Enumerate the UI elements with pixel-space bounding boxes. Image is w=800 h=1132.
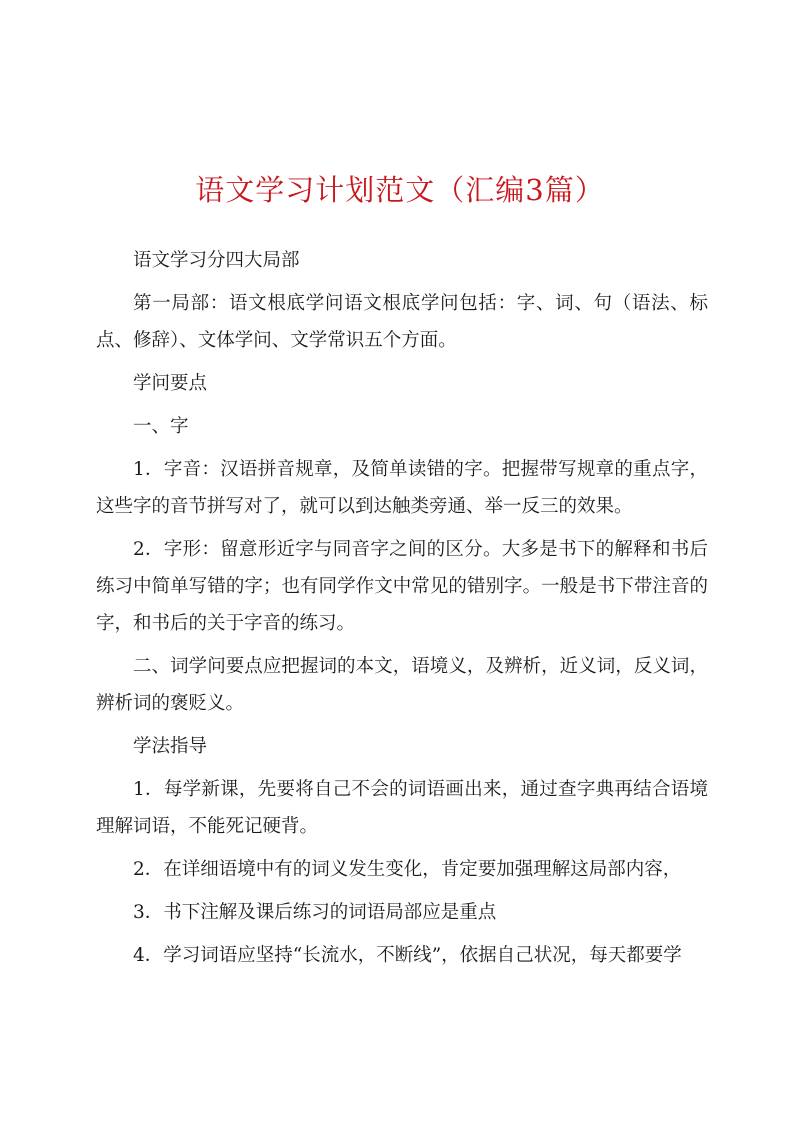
paragraph: 语文学习分四大局部 bbox=[133, 250, 300, 271]
paragraph: 4．学习词语应坚持“长流水，不断线”，依据自己状况，每天都要学 bbox=[133, 945, 682, 966]
document-title: 语文学习计划范文（汇编3篇） bbox=[195, 173, 605, 207]
document-body bbox=[96, 242, 708, 980]
paragraph: 2．字形：留意形近字与同音字之间的区分。大多是书下的解释和书后练习中简单写错的字；也有同学作文中常见的错别字。一般是书下带注音的字，和书后的关于字音的练习。 bbox=[96, 539, 708, 634]
paragraph: 学问要点 bbox=[133, 373, 208, 394]
paragraph: 二、词学问要点应把握词的本文，语境义，及辨析，近义词，反义词，辨析词的褒贬义。 bbox=[96, 656, 708, 714]
paragraph: 一、字 bbox=[133, 416, 189, 437]
paragraph: 第一局部：语文根底学问语文根底学问包括：字、词、句（语法、标点、修辞）、文体学问、文学常识五个方面。 bbox=[96, 293, 708, 351]
paragraph: 1．字音：汉语拼音规章，及简单读错的字。把握带写规章的重点字，这些字的音节拼写对了，就可以到达触类旁通、举一反三的效果。 bbox=[96, 459, 708, 517]
paragraph: 学法指导 bbox=[133, 736, 208, 757]
paragraph: 3．书下注解及课后练习的词语局部应是重点 bbox=[133, 902, 497, 923]
paragraph: 1．每学新课，先要将自己不会的词语画出来，通过查字典再结合语境理解词语，不能死记硬背。 bbox=[96, 779, 708, 837]
paragraph: 2．在详细语境中有的词义发生变化，肯定要加强理解这局部内容， bbox=[133, 859, 682, 880]
